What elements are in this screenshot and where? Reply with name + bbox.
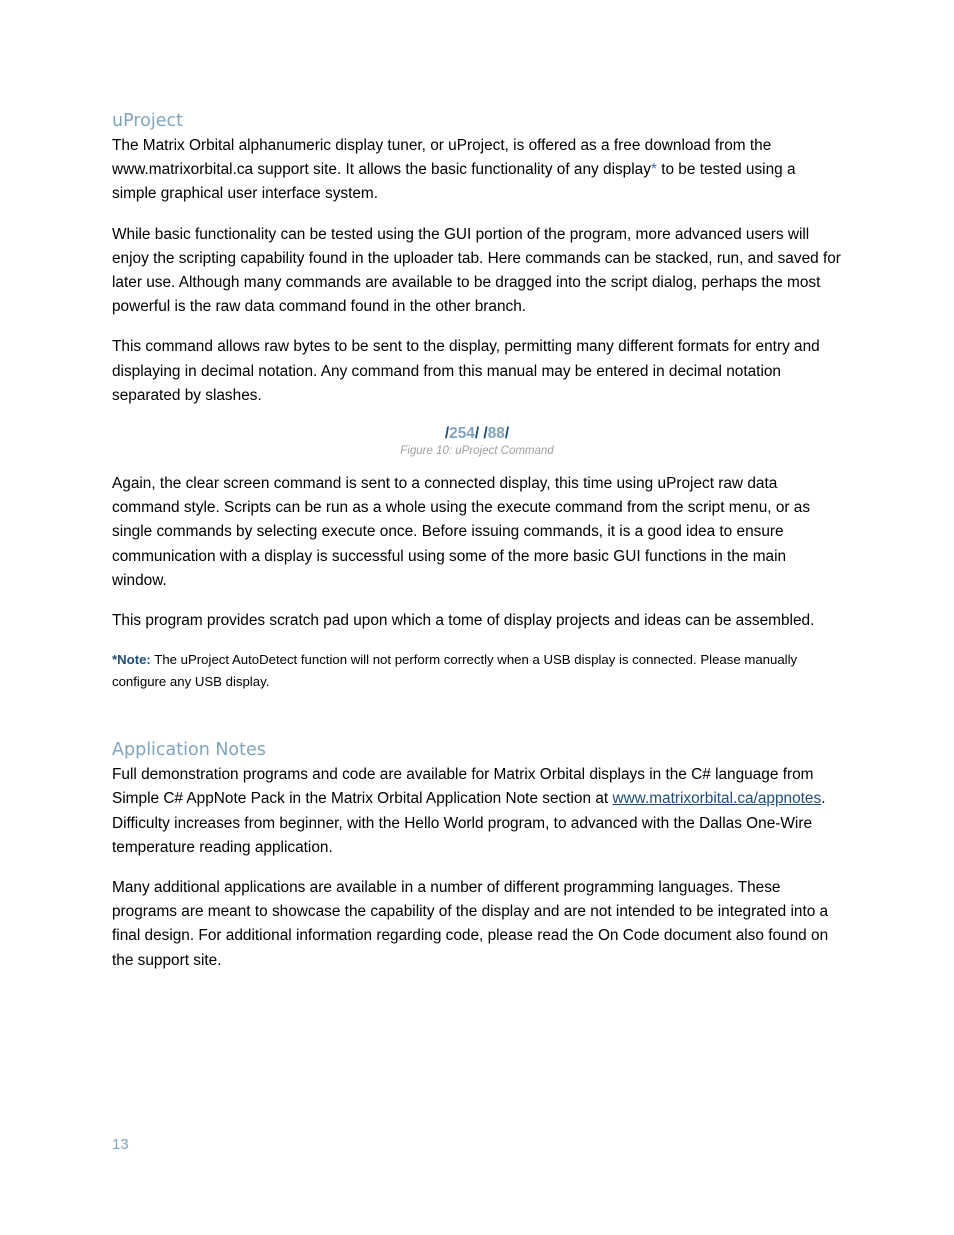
paragraph-text: . Difficulty increases from beginner, with the Hello World program, to advanced with the Dallas One-Wire temperature reading application. <box>112 790 826 856</box>
section-spacer <box>112 692 842 737</box>
paragraph-text: The Matrix Orbital alphanumeric display tuner, or uProject, is offered as a free download from the www.matrixorbital.ca support site. It allows the basic functionality of any display <box>112 137 772 179</box>
section-heading-uproject: uProject <box>112 111 183 131</box>
page-number: 13 <box>112 1136 129 1153</box>
paragraph: This command allows raw bytes to be sent to the display, permitting many different formats for entry and displaying in decimal notation. Any command from this manual may be entered in decimal notation separated by slashes. <box>112 338 820 404</box>
note <box>112 649 842 692</box>
footnote-asterisk: * <box>650 161 657 179</box>
note-text: The uProject AutoDetect function will not perform correctly when a USB display is connected. Please manually configure any USB display. <box>112 652 798 689</box>
paragraph: While basic functionality can be tested using the GUI portion of the program, more advanced users will enjoy the scripting capability found in the uploader tab. Here commands can be stacked, run, and saved for later use. Although many commands are available to be dragged into the script dialog, perhaps the most powerful is the raw data command found in the other branch. <box>112 225 841 316</box>
raw-command-example <box>112 424 842 444</box>
command-slash: / <box>504 425 510 443</box>
section-heading-application-notes: Application Notes <box>112 740 266 761</box>
command-slash: / <box>474 425 480 443</box>
appnotes-link[interactable]: www.matrixorbital.ca/appnotes <box>612 790 822 808</box>
command-slash: / <box>444 425 450 443</box>
figure-caption: Figure 10: uProject Command <box>400 445 554 458</box>
paragraph: Again, the clear screen command is sent to a connected display, this time using uProject raw data command style. Scripts can be run as a whole using the execute command from the script menu, or as single commands by selecting execute once. Before issuing commands, it is a good idea to ensure communication with a display is successful using some of the more basic GUI functions in the main window. <box>112 475 811 589</box>
command-slash: / <box>483 425 488 443</box>
paragraph: This program provides scratch pad upon which a tome of display projects and ideas can be assembled. <box>112 612 815 630</box>
command-byte: 88 <box>487 425 505 443</box>
paragraph: Many additional applications are available in a number of different programming languages. These programs are meant to showcase the capability of the display and are not intended to be integrated into a final design. For additional information regarding code, please read the On Code document also found on the support site. <box>112 879 829 969</box>
command-byte: 254 <box>449 425 475 443</box>
document-page <box>112 108 842 989</box>
paragraph-text: Full demonstration programs and code are available for Matrix Orbital displays in the C# language from Simple C# AppNote Pack in the Matrix Orbital Application Note section at <box>112 766 814 808</box>
paragraph <box>112 763 842 860</box>
note-label: *Note: <box>112 652 151 668</box>
paragraph <box>112 134 842 207</box>
paragraph-text: to be tested using a simple graphical user interface system. <box>112 161 796 203</box>
